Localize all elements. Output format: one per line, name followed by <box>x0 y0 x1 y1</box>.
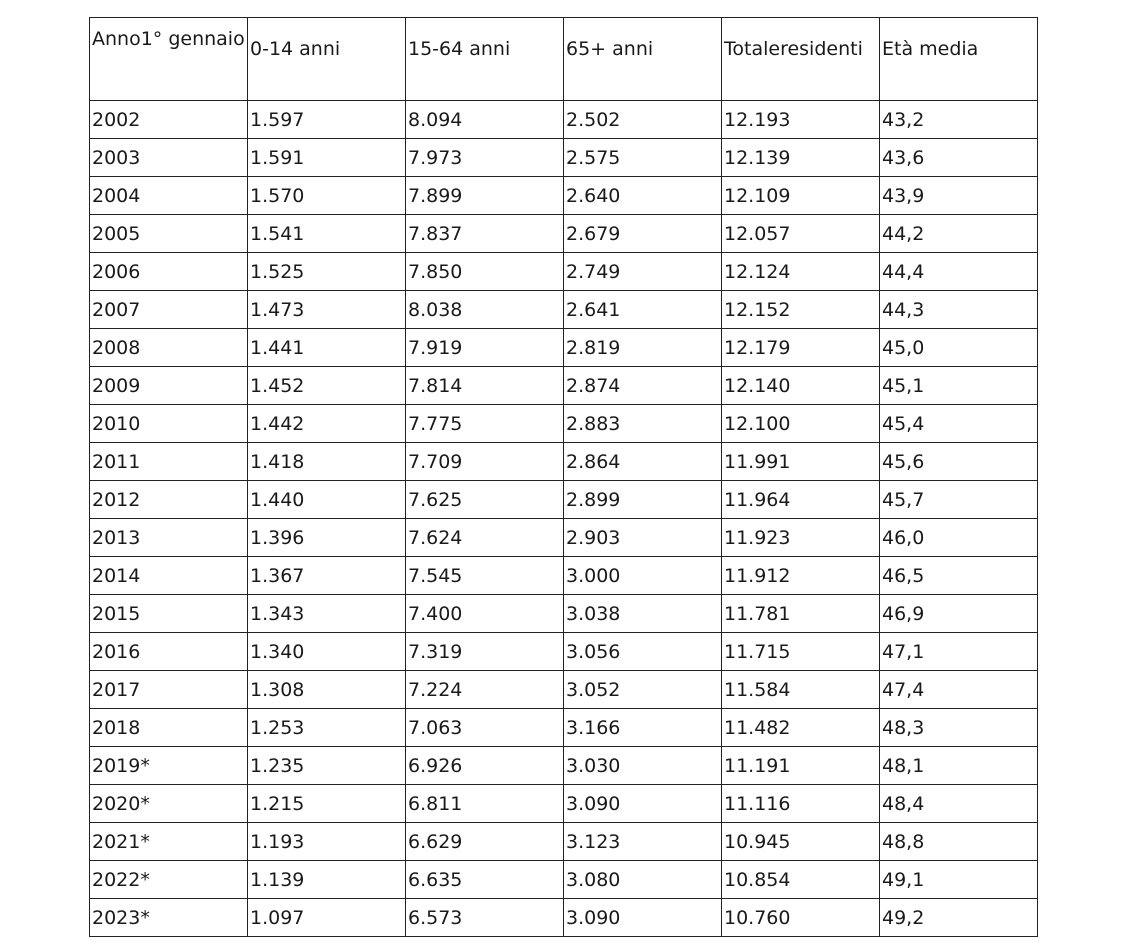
cell-age-15-64: 6.629 <box>406 823 564 861</box>
header-age-0-14: 0-14 anni <box>248 18 406 101</box>
cell-age-65-plus: 2.679 <box>564 215 722 253</box>
cell-age-65-plus: 2.640 <box>564 177 722 215</box>
cell-total-residents: 11.991 <box>722 443 880 481</box>
table-row <box>90 215 1038 253</box>
table-row <box>90 519 1038 557</box>
cell-average-age: 43,6 <box>880 139 1038 177</box>
cell-age-0-14: 1.541 <box>248 215 406 253</box>
cell-total-residents: 12.100 <box>722 405 880 443</box>
cell-year: 2022* <box>90 861 248 899</box>
header-age-15-64: 15-64 anni <box>406 18 564 101</box>
header-year: Anno1° gennaio <box>90 18 248 101</box>
cell-age-0-14: 1.441 <box>248 329 406 367</box>
cell-age-65-plus: 3.056 <box>564 633 722 671</box>
cell-year: 2014 <box>90 557 248 595</box>
table-row <box>90 709 1038 747</box>
cell-age-0-14: 1.139 <box>248 861 406 899</box>
cell-year: 2009 <box>90 367 248 405</box>
table-row <box>90 595 1038 633</box>
header-total-residents: Totaleresidenti <box>722 18 880 101</box>
cell-average-age: 45,6 <box>880 443 1038 481</box>
cell-age-15-64: 7.775 <box>406 405 564 443</box>
cell-year: 2018 <box>90 709 248 747</box>
table-row <box>90 671 1038 709</box>
header-average-age: Età media <box>880 18 1038 101</box>
cell-year: 2019* <box>90 747 248 785</box>
cell-total-residents: 12.124 <box>722 253 880 291</box>
cell-age-0-14: 1.452 <box>248 367 406 405</box>
cell-age-0-14: 1.473 <box>248 291 406 329</box>
cell-total-residents: 11.715 <box>722 633 880 671</box>
cell-total-residents: 11.482 <box>722 709 880 747</box>
cell-age-65-plus: 2.749 <box>564 253 722 291</box>
cell-total-residents: 10.760 <box>722 899 880 937</box>
cell-total-residents: 11.964 <box>722 481 880 519</box>
cell-age-65-plus: 3.090 <box>564 785 722 823</box>
cell-age-0-14: 1.591 <box>248 139 406 177</box>
cell-year: 2015 <box>90 595 248 633</box>
cell-total-residents: 12.152 <box>722 291 880 329</box>
cell-age-0-14: 1.525 <box>248 253 406 291</box>
cell-total-residents: 12.193 <box>722 101 880 139</box>
cell-total-residents: 11.923 <box>722 519 880 557</box>
population-table <box>89 17 1038 937</box>
cell-age-15-64: 6.635 <box>406 861 564 899</box>
cell-year: 2011 <box>90 443 248 481</box>
table-row <box>90 899 1038 937</box>
cell-age-15-64: 7.973 <box>406 139 564 177</box>
cell-average-age: 44,3 <box>880 291 1038 329</box>
table-row <box>90 139 1038 177</box>
cell-age-0-14: 1.097 <box>248 899 406 937</box>
cell-age-0-14: 1.235 <box>248 747 406 785</box>
cell-age-65-plus: 2.502 <box>564 101 722 139</box>
cell-age-65-plus: 2.883 <box>564 405 722 443</box>
cell-age-65-plus: 3.030 <box>564 747 722 785</box>
cell-total-residents: 12.139 <box>722 139 880 177</box>
cell-age-65-plus: 2.903 <box>564 519 722 557</box>
cell-age-15-64: 7.063 <box>406 709 564 747</box>
table-row <box>90 443 1038 481</box>
cell-age-65-plus: 3.000 <box>564 557 722 595</box>
cell-age-15-64: 7.837 <box>406 215 564 253</box>
cell-age-15-64: 7.624 <box>406 519 564 557</box>
header-age-65-plus: 65+ anni <box>564 18 722 101</box>
table-row <box>90 253 1038 291</box>
cell-age-65-plus: 2.641 <box>564 291 722 329</box>
cell-age-0-14: 1.343 <box>248 595 406 633</box>
table-row <box>90 177 1038 215</box>
cell-average-age: 47,1 <box>880 633 1038 671</box>
cell-average-age: 45,1 <box>880 367 1038 405</box>
cell-age-65-plus: 2.874 <box>564 367 722 405</box>
cell-age-65-plus: 3.052 <box>564 671 722 709</box>
cell-age-0-14: 1.442 <box>248 405 406 443</box>
cell-year: 2023* <box>90 899 248 937</box>
cell-age-65-plus: 2.819 <box>564 329 722 367</box>
cell-age-15-64: 6.811 <box>406 785 564 823</box>
table-row <box>90 367 1038 405</box>
cell-average-age: 45,7 <box>880 481 1038 519</box>
cell-total-residents: 12.057 <box>722 215 880 253</box>
table-row <box>90 785 1038 823</box>
cell-year: 2005 <box>90 215 248 253</box>
cell-age-15-64: 8.038 <box>406 291 564 329</box>
cell-age-0-14: 1.193 <box>248 823 406 861</box>
cell-year: 2008 <box>90 329 248 367</box>
cell-total-residents: 11.191 <box>722 747 880 785</box>
table-row <box>90 823 1038 861</box>
cell-age-0-14: 1.215 <box>248 785 406 823</box>
cell-age-15-64: 7.545 <box>406 557 564 595</box>
cell-average-age: 46,5 <box>880 557 1038 595</box>
cell-average-age: 46,9 <box>880 595 1038 633</box>
cell-age-0-14: 1.367 <box>248 557 406 595</box>
table-row <box>90 481 1038 519</box>
cell-age-0-14: 1.396 <box>248 519 406 557</box>
cell-year: 2007 <box>90 291 248 329</box>
cell-year: 2020* <box>90 785 248 823</box>
cell-age-0-14: 1.340 <box>248 633 406 671</box>
table-row <box>90 329 1038 367</box>
cell-year: 2016 <box>90 633 248 671</box>
cell-age-15-64: 6.926 <box>406 747 564 785</box>
cell-average-age: 45,0 <box>880 329 1038 367</box>
cell-year: 2021* <box>90 823 248 861</box>
cell-age-15-64: 8.094 <box>406 101 564 139</box>
cell-age-0-14: 1.253 <box>248 709 406 747</box>
cell-average-age: 49,1 <box>880 861 1038 899</box>
table-row <box>90 557 1038 595</box>
cell-age-15-64: 7.814 <box>406 367 564 405</box>
cell-total-residents: 11.781 <box>722 595 880 633</box>
cell-age-15-64: 6.573 <box>406 899 564 937</box>
table-body <box>90 101 1038 937</box>
cell-year: 2004 <box>90 177 248 215</box>
cell-age-15-64: 7.850 <box>406 253 564 291</box>
cell-total-residents: 11.584 <box>722 671 880 709</box>
cell-year: 2010 <box>90 405 248 443</box>
cell-year: 2002 <box>90 101 248 139</box>
cell-age-65-plus: 2.899 <box>564 481 722 519</box>
cell-age-15-64: 7.400 <box>406 595 564 633</box>
cell-total-residents: 11.912 <box>722 557 880 595</box>
cell-age-65-plus: 3.038 <box>564 595 722 633</box>
cell-average-age: 48,3 <box>880 709 1038 747</box>
cell-average-age: 44,4 <box>880 253 1038 291</box>
cell-average-age: 49,2 <box>880 899 1038 937</box>
cell-age-65-plus: 2.864 <box>564 443 722 481</box>
cell-total-residents: 12.179 <box>722 329 880 367</box>
cell-age-15-64: 7.899 <box>406 177 564 215</box>
cell-average-age: 44,2 <box>880 215 1038 253</box>
cell-age-15-64: 7.319 <box>406 633 564 671</box>
cell-total-residents: 10.945 <box>722 823 880 861</box>
cell-year: 2012 <box>90 481 248 519</box>
cell-average-age: 43,9 <box>880 177 1038 215</box>
cell-total-residents: 12.140 <box>722 367 880 405</box>
cell-year: 2017 <box>90 671 248 709</box>
table-row <box>90 861 1038 899</box>
cell-age-65-plus: 3.080 <box>564 861 722 899</box>
cell-age-0-14: 1.570 <box>248 177 406 215</box>
cell-age-0-14: 1.440 <box>248 481 406 519</box>
cell-age-65-plus: 3.123 <box>564 823 722 861</box>
cell-average-age: 45,4 <box>880 405 1038 443</box>
cell-average-age: 48,1 <box>880 747 1038 785</box>
cell-total-residents: 11.116 <box>722 785 880 823</box>
cell-total-residents: 10.854 <box>722 861 880 899</box>
cell-year: 2003 <box>90 139 248 177</box>
cell-age-65-plus: 3.166 <box>564 709 722 747</box>
cell-age-15-64: 7.625 <box>406 481 564 519</box>
cell-average-age: 43,2 <box>880 101 1038 139</box>
table-row <box>90 291 1038 329</box>
cell-age-15-64: 7.224 <box>406 671 564 709</box>
cell-age-0-14: 1.597 <box>248 101 406 139</box>
table-header-row <box>90 18 1038 101</box>
cell-age-0-14: 1.418 <box>248 443 406 481</box>
cell-age-0-14: 1.308 <box>248 671 406 709</box>
cell-year: 2013 <box>90 519 248 557</box>
cell-total-residents: 12.109 <box>722 177 880 215</box>
cell-age-15-64: 7.919 <box>406 329 564 367</box>
table-row <box>90 405 1038 443</box>
cell-year: 2006 <box>90 253 248 291</box>
table-row <box>90 747 1038 785</box>
table-row <box>90 101 1038 139</box>
table-row <box>90 633 1038 671</box>
cell-average-age: 48,4 <box>880 785 1038 823</box>
cell-average-age: 48,8 <box>880 823 1038 861</box>
cell-age-65-plus: 3.090 <box>564 899 722 937</box>
cell-age-65-plus: 2.575 <box>564 139 722 177</box>
cell-average-age: 46,0 <box>880 519 1038 557</box>
cell-average-age: 47,4 <box>880 671 1038 709</box>
cell-age-15-64: 7.709 <box>406 443 564 481</box>
